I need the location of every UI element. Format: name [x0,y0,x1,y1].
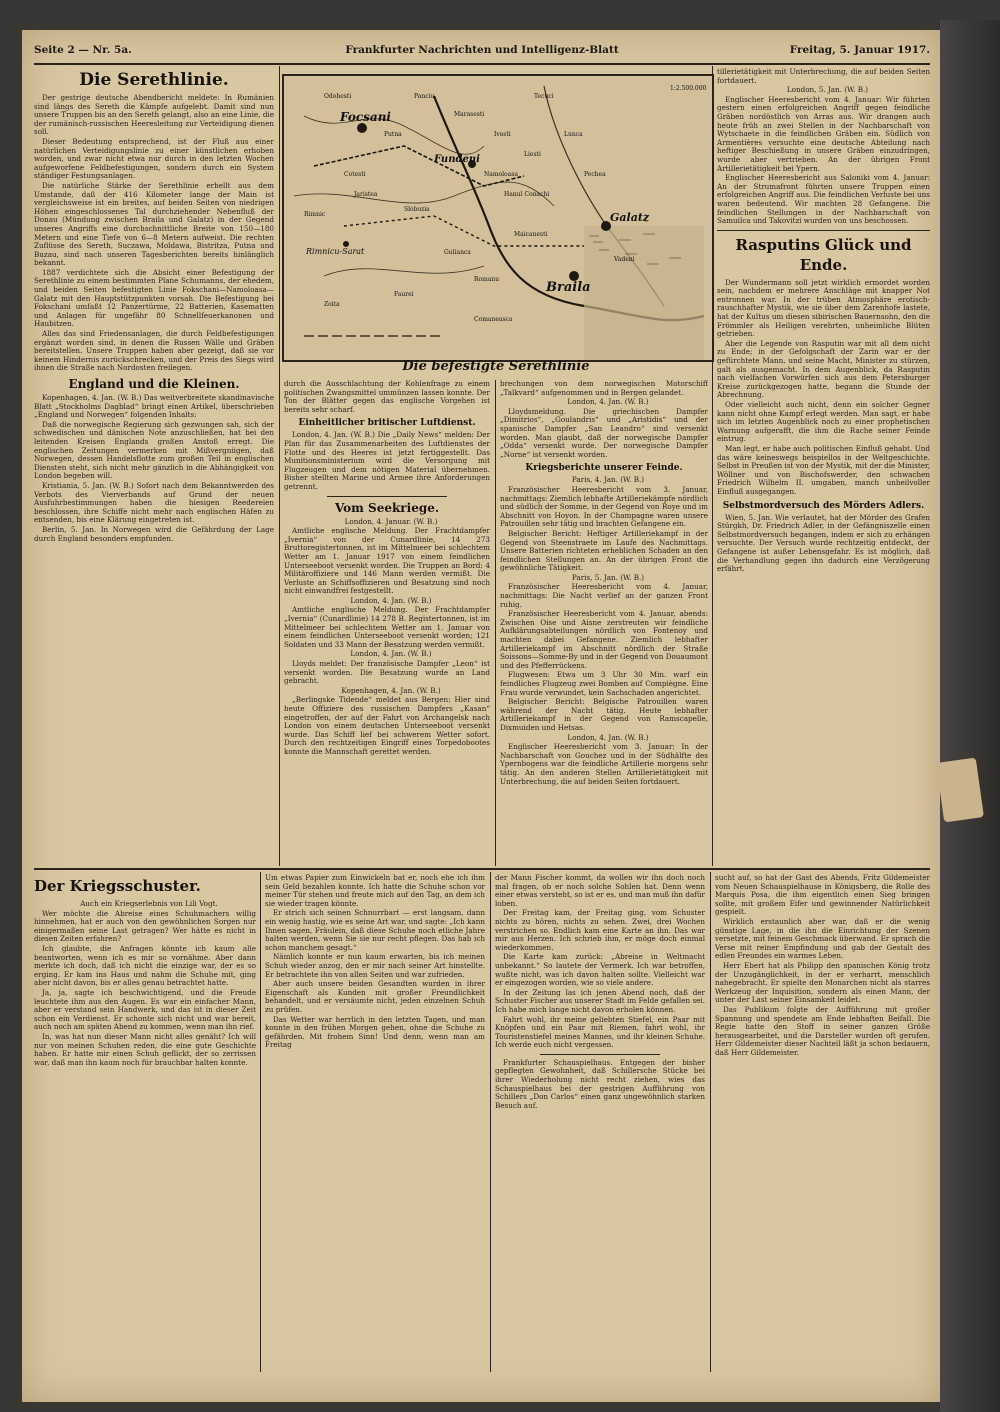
divider [327,496,447,497]
article-paragraph: Amtliche englische Meldung. Der Frachtdampfer „Ivernia“ (Cunardlinie) 14 278 B. Registertonnen, ist im Mittelmeer bei schlechtem Wetter am 1. Januar von einem feindlichen Unterseeboot versenkt worden; 121 Soldaten und 33 Mann der Besatzung werden vermißt. [284,605,490,649]
dateline: London, 4. Jan. (W. B.) [567,397,649,407]
article-paragraph: Dieser Bedeutung entsprechend, ist der Fluß aus einer natürlichen Verteidigungslinie zu einer künstlichen erhoben worden, und zwar nicht etwa nur durch in den letzten Wochen aufgeworfene Feldbefestigungen, sondern durch ein System ständiger Festungsanlagen. [34,136,274,181]
header-rule [34,63,930,65]
article-paragraph: Man legt, er habe auch politischen Einfluß gehabt. Und das wäre keineswegs beispiellos in der Weltgeschichte. Selbst in Preußen ist von der Mystik, mit der die Minister, Wöllner und von Bischofswerder, den schwachen Friedrich Wilhelm II. umgaben, manch unheilvoller Einfluß ausgegangen. [717,443,930,496]
feuilleton-rule [34,868,930,870]
header-page-number: Seite 2 — Nr. 5a. [34,44,132,56]
map-label: Romanu [474,276,500,283]
column-divider [260,872,261,1372]
article-paragraph: Herr Ebert hat als Philipp den spanischen König trotz der Unzugänglichkeit, in der er verharrt, menschlich nahegebracht. Er spielte den Monarchen nicht als starres Werkzeug der Inquisition, sondern als einen Mann, der unter der Last seiner Einsamkeit leidet. [715,960,930,1005]
divider [717,230,930,231]
article-paragraph: Aber auch unsere beiden Gesandten wurden in ihrer Eigenschaft als Kunden mit großer Freundlichkeit behandelt, und er versäumte nicht, jeden einzelnen Schuh zu prüfen. [265,979,485,1014]
map-scale: 1:2.500.000 [670,85,707,92]
map-label-braila: Braila [546,280,591,295]
dateline: Kopenhagen, 4. Jan. (W. B.) [341,685,441,695]
column-serethlinie [34,68,274,866]
map-caption: Die befestigte Serethlinie [402,359,590,374]
article-paragraph: Alles das sind Friedensanlagen, die durch Feldbefestigungen ergänzt worden sind, in denen die Russen Wälle und Gräben bereitstellen. Unsere Truppen haben aber gezeigt, daß sie vor keinem Hindernis zurückschrecken, und der Preis des Siegs wird ihnen die Straße nach Nordosten freilegen. [34,329,274,373]
feuilleton-col-3 [495,874,705,1372]
header-masthead: Frankfurter Nachrichten und Intelligenz-Blatt [345,44,619,56]
article-paragraph: Frankfurter Schauspielhaus. Entgegen der bisher gepflegten Gewohnheit, daß Schillersche Stücke bei ihrer Wiederholung nicht recht ziehen, wies das Schauspielhaus bei der gestrigen Aufführung von Schillers „Don Carlos“ einen ganz ungewöhnlich starken Besuch auf. [495,1057,705,1110]
article-title: Einheitlicher britischer Luftdienst. [298,418,476,429]
article-paragraph: Englischer Heeresbericht vom 4. Januar: Wir führten gestern einen erfolgreichen Angriff gegen feindliche Gräben nordöstlich von Arras aus. Wir drangen auch heute früh an zwei Stellen in der Nachbarschaft von Wytschaete in die feindlichen Gräben ein. Südlich von Armentières versuchte eine deutsche Abteilung nach heftiger Beschießung in unsere Gräben einzudringen, wurde aber vertrieben. An der übrigen Front Artillerietätigkeit bei Ypern. [717,94,930,173]
column-divider [710,872,711,1372]
article-paragraph: London, 4. Jan. (W. B.) Die „Daily News“ melden: Der Plan für das Zusammenarbeiten des Luftdienstes der Flotte und des Heeres ist jetzt fertiggestellt. Das Munitionsministerium wird die Versorgung mit Flugzeugen und dem nötigen Material übernehmen. Bisher stellten Marine und Armee ihre Anforderungen getrennt. [284,430,490,491]
article-paragraph: Kristiania, 5. Jan. (W. B.) Sofort nach dem Bekanntwerden des Verbots des Vierverbands auf Grund der neuen Ausfuhrbestimmungen haben die hiesigen Reedereien beschlossen, ihre Schiffe nicht mehr nach englischen Häfen zu entsenden, bis eine Klärung eingetreten ist. [34,480,274,525]
article-title: England und die Kleinen. [68,377,240,391]
map-label: Odobesti [324,93,352,100]
article-paragraph: Der gestrige deutsche Abendbericht meldete: In Rumänien sind längs des Sereth die Kämpfe aufgelebt. Damit sind nun unsere Truppen bis an den Sereth gelangt, also an eine Linie, die der rumänisch-russischen Heeresleitung zur Verteidigung dienen soll. [34,93,274,137]
map-label: Pechea [584,171,606,178]
article-paragraph: Ja, ja, sagte ich beschwichtigend, und die Freude leuchtete ihm aus den Augen. Es war ein einfacher Mann, aber er verstand sein Handwerk, und das ist in dieser Zeit schon ein Verdienst. Er schonte sich nicht und war bereit, auch noch am späten Abend zu kommen, wenn man ihn rief. [34,987,256,1032]
map-label-rimnicu-sarat: Rimnicu-Sarat [306,247,365,256]
article-paragraph: Berlin, 5. Jan. In Norwegen wird die Gefährdung der Lage durch England besonders empfunden. [34,524,274,543]
article-paragraph: Um etwas Papier zum Einwickeln bat er, noch ehe ich ihm sein Geld bezahlen konnte. Ich hatte die Schuhe schon vor meiner Tür stehen und freute mich auf den Tag, an dem ich sie wieder tragen könnte. [265,874,485,908]
article-paragraph: Die Karte kam zurück: „Abreise in Weltmacht unbekannt.“ So lautete der Vermerk. Ich war betroffen, wußte nicht, was ich davon halten sollte. Vielleicht war er eingezogen worden, wie so viele andere. [495,952,705,988]
page-edge-shadow [940,20,1000,1412]
article-paragraph: 1887 verdichtete sich die Absicht einer Befestigung der Serethlinie zu einem bestimmten Plane Schumanns, der ehedem, und beiden Seiten befestigten Linie Fokschani—Namoloasa—Galatz mit den Hauptstützpunkten vorsah. Die Befestigung bei Fokschani umfaßt 12 Panzertürme, 22 Batterien, Kasematten und Anlagen für ungefähr 80 Schnellfeuerkanonen und Haubitzen. [34,267,274,329]
map-label-galatz: Galatz [610,211,650,224]
map-label: Cotesti [344,171,366,178]
dateline: London, 4. Jan. (W. B.) [567,732,649,742]
article-paragraph: Kopenhagen, 4. Jan. (W. B.) Das weitverbreitete skandinavische Blatt „Stockholms Dagblad“ bringt einen Artikel, überschrieben „England und Norwegen“ folgenden Inhalts: [34,393,274,420]
article-paragraph: brechungen von dem norwegischen Motorschiff „Talkvard“ aufgenommen und in Bergen gelandet. [500,380,708,397]
column-center-right [500,380,708,866]
feuilleton-title: Der Kriegsschuster. [34,877,201,895]
map-label: Lunca [564,131,583,138]
dateline: London, 4. Jan. (W. B.) [350,649,432,659]
map-label: Tecuci [534,93,554,100]
article-paragraph: Wer möchte die Abreise eines Schuhmachers willig hinnehmen, hat er auch von den gewöhnlichen Sorgen nur einigermaßen seine Last getragen? Wer hätte es nicht in diesen Zeiten erfahren? [34,908,256,944]
article-paragraph: Französischer Heeresbericht vom 3. Januar, nachmittags: Ziemlich lebhafte Artilleriekämpfe nördlich und südlich der Somme, in der Gegend von Roye und im Abschnitt von Hoyon. In der Champagne waren unsere Patrouillen sehr tätig und brachten Gefangene ein. [500,484,708,529]
article-paragraph: In, was hat nun dieser Mann nicht alles genäht? Ich will nur von meinen Schuhen reden, die eine gute Geschichte haben. Er hatte mir einen Schuh geflickt, der so zerrissen war, daß man ihn kaum noch für brauchbar halten konnte. [34,1031,256,1067]
article-paragraph: Amtliche englische Meldung. Der Frachtdampfer „Ivernia“ von der Cunardlinie, 14 273 Bruttoregistertonnen, ist im Mittelmeer bei schlechtem Wetter am 1. Januar 1917 von einem feindlichen Unterseeboot versenkt worden. Die Truppen an Bord: 4 Militäroffiziere und 146 Mann werden vermißt. Die Verluste an Schiffsoffizieren und Besatzung sind noch nicht einwandfrei festgestellt. [284,526,490,596]
article-paragraph: Das Wetter war herrlich in den letzten Tagen, und man konnte in den frühen Morgen gehen, ohne die Schuhe zu gefährden. Mit frohem Sinn! Und denn, wenn man am Freitag [265,1014,485,1050]
article-paragraph: Ich glaubte, die Anfragen könnte ich kaum alle beantworten, wenn ich es mir so vornähme. Aber dann merkte ich doch, daß ich nicht die einzige war, der es so erging. Er kam ins Haus und nahm die Schuhe mit, ging aber nicht davon, bis er alles genau betrachtet hatte. [34,943,256,988]
running-header [34,44,930,62]
sereth-map [282,74,714,362]
dateline: London, 5. Jan. (W. B.) [786,85,869,95]
map-label: Rimnic [304,211,326,218]
feuilleton-subtitle: Auch ein Kriegserlebnis von Lili Vogt. [80,899,218,908]
map-label: Vadeni [614,256,635,263]
article-paragraph: Lloyds meldet: Der französische Dampfer „Leon“ ist versenkt worden. Die Besatzung wurde an Land gebracht. [284,659,490,686]
article-paragraph: Lloydsmeldung. Die griechischen Dampfer „Dimitrios“, „Goulandris“ und „Aristidis“ und der spanische Dampfer „San Leandro“ sind versenkt worden. Man glaubt, daß der norwegische Dampfer „Odda“ versenkt wurde. Der norwegische Dampfer „Norne“ ist versenkt worden. [500,406,708,459]
map-label: Slobozia [404,206,430,213]
divider [540,1054,660,1055]
map-drawing [284,76,712,360]
map-label: Putna [384,131,402,138]
map-label: Ivesti [494,131,511,138]
article-paragraph: Flugwesen: Etwa um 3 Uhr 30 Min. warf ein feindliches Flugzeug zwei Bomben auf Compiègne. Eine Frau wurde verwundet, kein Sachschaden angerichtet. [500,670,708,697]
article-paragraph: tillerietätigkeit mit Unterbrechung, die auf beiden Seiten fortdauert. [717,68,930,85]
feuilleton-col-1 [34,874,256,1372]
article-paragraph: der Mann Fischer kommt, da wollen wir ihn doch noch mal fragen, ob er noch solche Sohlen hat. Denn wenn einer etwas versteht, so ist er es, und man muß ihn dafür loben. [495,874,705,908]
article-paragraph: Wien, 5. Jan. Wie verlautet, hat der Mörder des Grafen Stürgkh, Dr. Friedrich Adler, in der Gefängniszelle einen Selbstmordversuch begangen, indem er sich zu erhängen versuchte. Der Versuch wurde rechtzeitig entdeckt, der Gefangene ist außer Lebensgefahr. Es ist möglich, daß die Verhandlung gegen ihn dadurch eine Verzögerung erfährt. [717,512,930,574]
article-title: Selbstmordversuch des Mörders Adlers. [722,500,925,511]
article-paragraph: Er strich sich seinen Schnurrbart — erst langsam, dann ein wenig hastig, wie es seine Art war, und sagte: „Ich kann Ihnen sagen, Fräulein, daß diese Schuhe noch etliche Jahre halten werden, wenn Sie sie nur recht pflegen. Das hab ich schon manchem gesagt.“ [265,908,485,952]
article-paragraph: Nämlich konnte er nun kaum erwarten, bis ich meinen Schuh wieder anzog, den er mir nach seiner Art hinstellte. Er betrachtete ihn von allen Seiten und war zufrieden. [265,952,485,979]
column-divider [490,872,491,1372]
article-title: Kriegsberichte unserer Feinde. [525,463,683,474]
article-paragraph: Daß die norwegische Regierung sich gezwungen sah, sich der schwedischen und dänischen Note anzuschließen, hat bei den leitenden Kreisen Englands großen Anstoß erregt. Die englischen Zeitungen vermerken mit Mißvergnügen, daß Norwegen, dessen Handelsflotte zum großen Teil in englischen Diensten steht, sich nicht mehr gänzlich in die Abhängigkeit von London begeben will. [34,419,274,481]
dateline: Paris, 4. Jan. (W. B.) [571,475,645,485]
feuilleton-col-4 [715,874,930,1372]
article-paragraph: „Berlingske Tidende“ meldet aus Bergen: Hier sind heute Offiziere des russischen Dampfers „Kasan“ eingetroffen, der auf der Fahrt von Archangelsk nach London von einem deutschen Unterseeboot versenkt wurde. Das Schiff lief bei schwerem Wetter sofort. Durch den rechtzeitigen Eingriff eines Torpedobootes konnte die Mannschaft gerettet werden. [284,695,490,756]
map-label: Faurei [394,291,414,298]
map-label: Hanul Conachi [504,191,550,198]
dateline: London, 4. Januar. (W. B.) [344,516,438,526]
map-label: Namoloasa [484,171,518,178]
article-paragraph: Französischer Heeresbericht vom 4. Januar, abends: Zwischen Oise und Aisne zerstreuten wir feindliche Aufklärungsabteilungen nördlich von Fontenoy und machten dabei Gefangene. Ziemlich lebhafter Artilleriekampf im Abschnitt nördlich der Straße Soissons—Somme-By und in der Gegend von Douaumont und des Pfefferrückens. [500,609,708,670]
article-paragraph: Belgischer Bericht: Belgische Patrouillen waren während der Nacht tätig. Heute lebhafter Artilleriekampf in der Gegend von Ramscapelle, Dixmuiden und Hetsas. [500,697,708,732]
article-paragraph: Englischer Heeresbericht aus Saloniki vom 4. Januar: An der Strumafront führten unsere Truppen einen erfolgreichen Angriff aus. Die feindlichen Verluste bei uns waren bedeutend. Wir machten 28 Gefangene. Die feindlichen Stellungen in der Nachbarschaft von Samuilca und Takovitzi wurden von uns beschossen. [717,173,930,226]
article-paragraph: Das Publikum folgte der Aufführung mit großer Spannung und spendete am Ende lebhaften Beifall. Die Regie hatte den Stoff in seiner ganzen Größe herausgearbeitet, und die Darsteller wurden oft gerufen. Herr Gildemeister dieser Nachteil läßt ja schon bedauern, daß Herr Gildemeister. [715,1004,930,1057]
article-paragraph: Oder vielleicht auch nicht, denn ein solcher Gegner kann nicht ohne Kampf erlegt werden. Man sagt, er habe sich im letzten Augenblick noch zu einer prophetischen Warnung aufgerafft, die ihm die Rache seiner Feinde eintrug. [717,400,930,444]
dateline: London, 4. Jan. (W. B.) [350,595,432,605]
column-divider [279,66,280,866]
article-paragraph: Der Wundermann soll jetzt wirklich ermordet worden sein, nachdem er mehrere Anschläge mit knapper Not entronnen war. In der trüben Atmosphäre erotisch-rauschhafter Mystik, wie sie über dem Zarenhofe lastete, hat der Kultus um diesen sibirischen Bauernsohn, den die Frömmler als Heiligen verehrten, unheimliche Blüten getrieben. [717,277,930,339]
article-paragraph: Wirklich erstaunlich aber war, daß er die wenig günstige Lage, in die ihn die Einrichtung der Szenen versetzte, mit feinem Geschmack überwand. Er sprach die Verse mit reiner Empfindung und gab der Gestalt des edlen Freundes ein warmes Leben. [715,916,930,961]
map-label: Marasesti [454,111,485,118]
map-label: Panciu [414,93,435,100]
article-paragraph: Die natürliche Stärke der Serethlinie erhellt aus dem Umstande, daß der 416 Kilometer lange der Main ist vergleichsweise ist ein breites, auf beiden Seiten von niedrigen Höhen eingeschlossenes Tal durchziehender Nebenfluß der Donau (Mündung zwischen Braila und Galatz) in der Gegend unseres Angriffs eine durchschnittliche Breite von 150—180 Metern und eine Tiefe von 6—8 Metern aufweist. Die rechten Zuflüsse des Sereth, Suczawa, Moldawa, Bistritza, Putna und Buzau, sind nach unseren Tagesberichten bereits hinlänglich bekannt. [34,180,274,268]
paper-fold [936,758,984,823]
dateline: Paris, 5. Jan. (W. B.) [571,572,645,582]
article-paragraph: sucht auf, so hat der Gast des Abends, Fritz Gildemeister vom Neuen Schauspielhause in Königsberg, die Rolle des Marquis Posa, die ihm eigentlich einen Sieg bringen sollte, mit großem Eifer und gewinnender Natürlichkeit gespielt. [715,874,930,917]
map-label: Gulianca [444,249,471,256]
article-title: Die Serethlinie. [79,70,229,90]
map-label: Liesti [524,151,541,158]
article-title: Rasputins Glück und Ende. [735,235,912,274]
article-paragraph: Aber die Legende von Rasputin war mit all dem nicht zu Ende; in der Gefolgschaft der Zarin war er der gefürchtete Mann, und seine Macht, Minister zu stürzen, galt als ausgemacht. In dem Augenblick, da Rasputin nach vielfachen Vorwürfen sich aus dem Petersburger Kreise zurückgezogen hatte, begann die Stunde der Abrechnung. [717,338,930,400]
map-label-focsani: Focsani [340,110,391,124]
article-title: Vom Seekriege. [334,500,440,515]
header-date: Freitag, 5. Januar 1917. [789,44,930,56]
article-paragraph: Englischer Heeresbericht vom 3. Januar: In der Nachbarschaft von Gouchez und in der Südhälfte des Ypernbogens war die feindliche Artillerie morgens sehr tätig. An den anderen Stellen Artillerietätigkeit mit Unterbrechung, die auf beiden Seiten fortdauert. [500,742,708,786]
column-right [717,68,930,866]
article-paragraph: Belgischer Bericht: Heftiger Artilleriekampf in der Gegend von Steenstraete im Laufe des Nachmittags. Unsere Batterien richteten erheblichen Schaden an den feindlichen Stellungen an. An der übrigen Front die gewöhnliche Tätigkeit. [500,528,708,573]
article-paragraph: Fahrt wohl, ihr meine geliebten Stiefel, ein Paar mit Knöpfen und ein Paar mit Riemen, fahrt wohl, ihr Touristenstiefel meines Mannes, und ihr kleinen Schuhe. Ich werde euch nicht vergessen. [495,1014,705,1050]
column-divider [495,380,496,866]
article-paragraph: Französischer Heeresbericht vom 4. Januar, nachmittags: Die Nacht verlief an der ganzen Front ruhig. [500,582,708,609]
map-label-fundeni: Fundeni [434,154,480,165]
map-label: Jaristea [354,191,378,198]
map-label: Zoita [324,301,340,308]
article-paragraph: In der Zeitung las ich jenen Abend noch, daß der Schuster Fischer aus unserer Stadt im Felde gefallen sei. Ich habe mich lange nicht davon erholen können. [495,987,705,1014]
map-label: Comaneasca [474,316,513,323]
column-center-left [284,380,490,866]
feuilleton-col-2 [265,874,485,1372]
article-paragraph: durch die Ausschlachtung der Kohlenfrage zu einem politischen Zwangsmittel ummünzen lassen konnte. Der Ton der Blätter gegen das englische Vorgehen ist bereits sehr scharf. [284,380,490,414]
map-label: Maicanesti [514,231,548,238]
article-paragraph: Der Freitag kam, der Freitag ging, vom Schuster nichts zu hören, nichts zu sehen. Zwei, drei Wochen verstrichen so. Endlich kam eine Karte an ihn. Das war mir aus Herzen. Ich schrieb ihm, er möge doch einmal wiederkommen. [495,908,705,952]
